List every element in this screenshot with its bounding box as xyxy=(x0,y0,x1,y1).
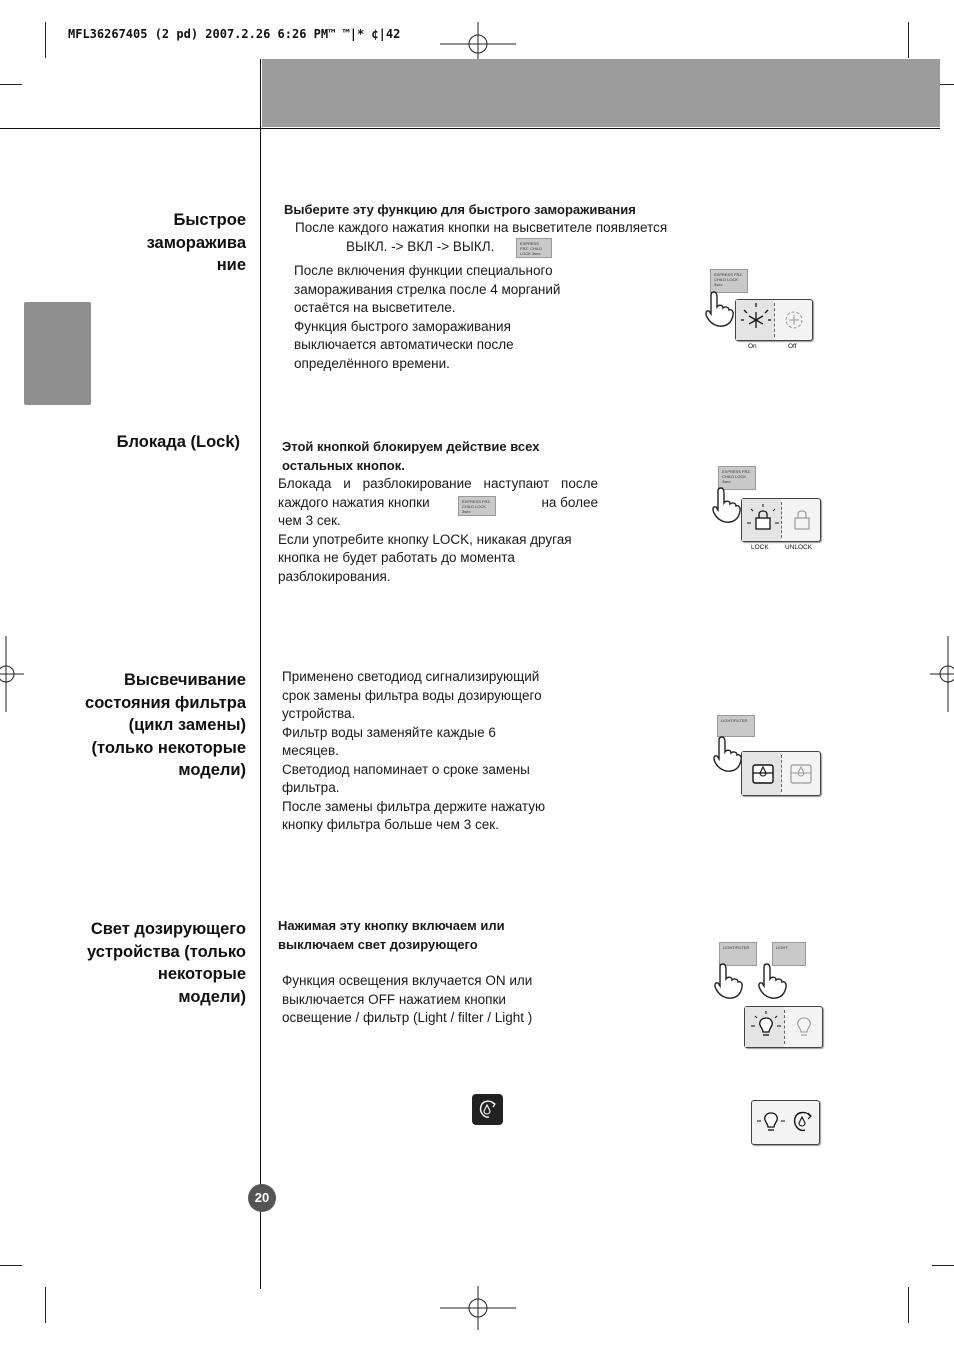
crop-mark xyxy=(908,22,909,58)
dispenser-light-title: Нажимая эту кнопку включаем или выключаем свет дозирующего xyxy=(278,918,505,952)
express-freeze-title: Выберите эту функцию для быстрого замораживания xyxy=(284,202,636,217)
crop-mark xyxy=(45,22,46,58)
dispenser-light-body: Функция освещения вклучается ON или выключается OFF нажатием кнопки освещение / фильтр (Light / filter / Light ) xyxy=(282,973,533,1025)
print-header: MFL36267405 (2 pd) 2007.2.26 6:26 PM™ ™|* ¢|42 xyxy=(68,27,401,41)
express-frz-button-image: EXPRESS FRZ. CHILD LOCK 3sec xyxy=(718,466,756,490)
light-filter-symbol xyxy=(472,1094,503,1125)
caption-off: Off xyxy=(788,343,797,350)
express-freeze-details: После включения функции специального замораживания стрелка после 4 морганий остаётся на высветителе. Функция быстрого замораживания выключается автоматически после определённого времени. xyxy=(294,263,561,371)
filter-off-icon xyxy=(788,761,814,787)
crop-mark xyxy=(932,1265,954,1266)
heading-dispenser-light: Свет дозирующего устройства (только некоторые модели) xyxy=(86,920,246,1006)
filter-refresh-icon xyxy=(786,1106,818,1138)
express-freeze-body: После каждого нажатия кнопки на высветителе появляется ВЫКЛ. -> ВКЛ -> ВЫКЛ. xyxy=(295,220,668,254)
filter-status-body: Применено светодиод сигнализирующий срок замены фильтра воды дозирующего устройства. Фильтр воды заменяйте каждые 6 месяцев. Светодиод напоминает о сроке замены фильтра. После замены фильтра держите нажатую кнопку фильтра больше чем 3 сек. xyxy=(282,669,546,832)
registration-mark-icon xyxy=(440,1286,516,1330)
caption-unlock: UNLOCK xyxy=(785,544,813,551)
section-tab xyxy=(24,302,91,405)
header-rule xyxy=(0,128,940,129)
lock-off-icon xyxy=(786,503,818,537)
heading-express-freeze: Быстрое заморажива ние xyxy=(146,211,246,274)
light-filter-button-image: LIGHT/FILTER xyxy=(719,942,757,966)
lock-title: Этой кнопкой блокируем действие всех остальных кнопок. xyxy=(282,439,540,473)
filter-refresh-icon xyxy=(472,1094,503,1125)
light-filter-panel xyxy=(751,1100,820,1145)
light-indicator-panel xyxy=(744,1006,823,1048)
express-frz-button-image: EXPRESS FRZ. CHILD LOCK 3sec xyxy=(516,238,552,258)
express-frz-button-image: EXPRESS FRZ. CHILD LOCK 3sec xyxy=(458,496,496,516)
lock-indicator-panel xyxy=(741,498,821,542)
lock-on-icon xyxy=(746,503,780,537)
crop-mark xyxy=(0,84,22,85)
registration-mark-icon xyxy=(0,636,24,712)
crop-mark xyxy=(0,1265,22,1266)
snowflake-off-icon xyxy=(778,304,810,336)
snowflake-on-icon xyxy=(738,302,774,338)
light-button-image: LIGHT xyxy=(772,942,806,966)
pressing-hand-icon xyxy=(702,290,736,328)
crop-mark xyxy=(45,1287,46,1323)
bulb-icon xyxy=(755,1105,787,1139)
express-frz-button-image: EXPRESS FRZ. CHILD LOCK 3sec xyxy=(710,269,748,293)
heading-lock: Блокада (Lock) xyxy=(116,433,240,451)
page-number: 20 xyxy=(248,1184,276,1212)
heading-filter-status: Высвечивание состояния фильтра (цикл замены) (только некоторые модели) xyxy=(85,671,246,779)
caption-on: On xyxy=(748,343,757,350)
column-divider xyxy=(260,59,261,1289)
express-freeze-indicator-panel xyxy=(735,299,813,341)
registration-mark-icon xyxy=(930,636,954,712)
pressing-hand-icon xyxy=(755,962,789,1000)
lock-body: Блокада и разблокирование наступают после каждого нажатия кнопки на более чем 3 сек. Если употребите кнопку LOCK, никакая другая кнопка не будет работать до момента разблокирования. xyxy=(278,476,598,584)
filter-indicator-panel xyxy=(741,751,821,796)
pressing-hand-icon xyxy=(709,486,743,524)
light-filter-button-image: LIGHT/FILTER xyxy=(717,715,755,737)
pressing-hand-icon xyxy=(711,962,745,1000)
bulb-on-icon xyxy=(749,1010,783,1044)
pressing-hand-icon xyxy=(710,735,744,773)
filter-on-icon xyxy=(750,761,776,787)
crop-mark xyxy=(908,1287,909,1323)
bulb-off-icon xyxy=(789,1012,819,1042)
caption-lock: LOCK xyxy=(751,544,769,551)
header-band xyxy=(262,59,940,127)
